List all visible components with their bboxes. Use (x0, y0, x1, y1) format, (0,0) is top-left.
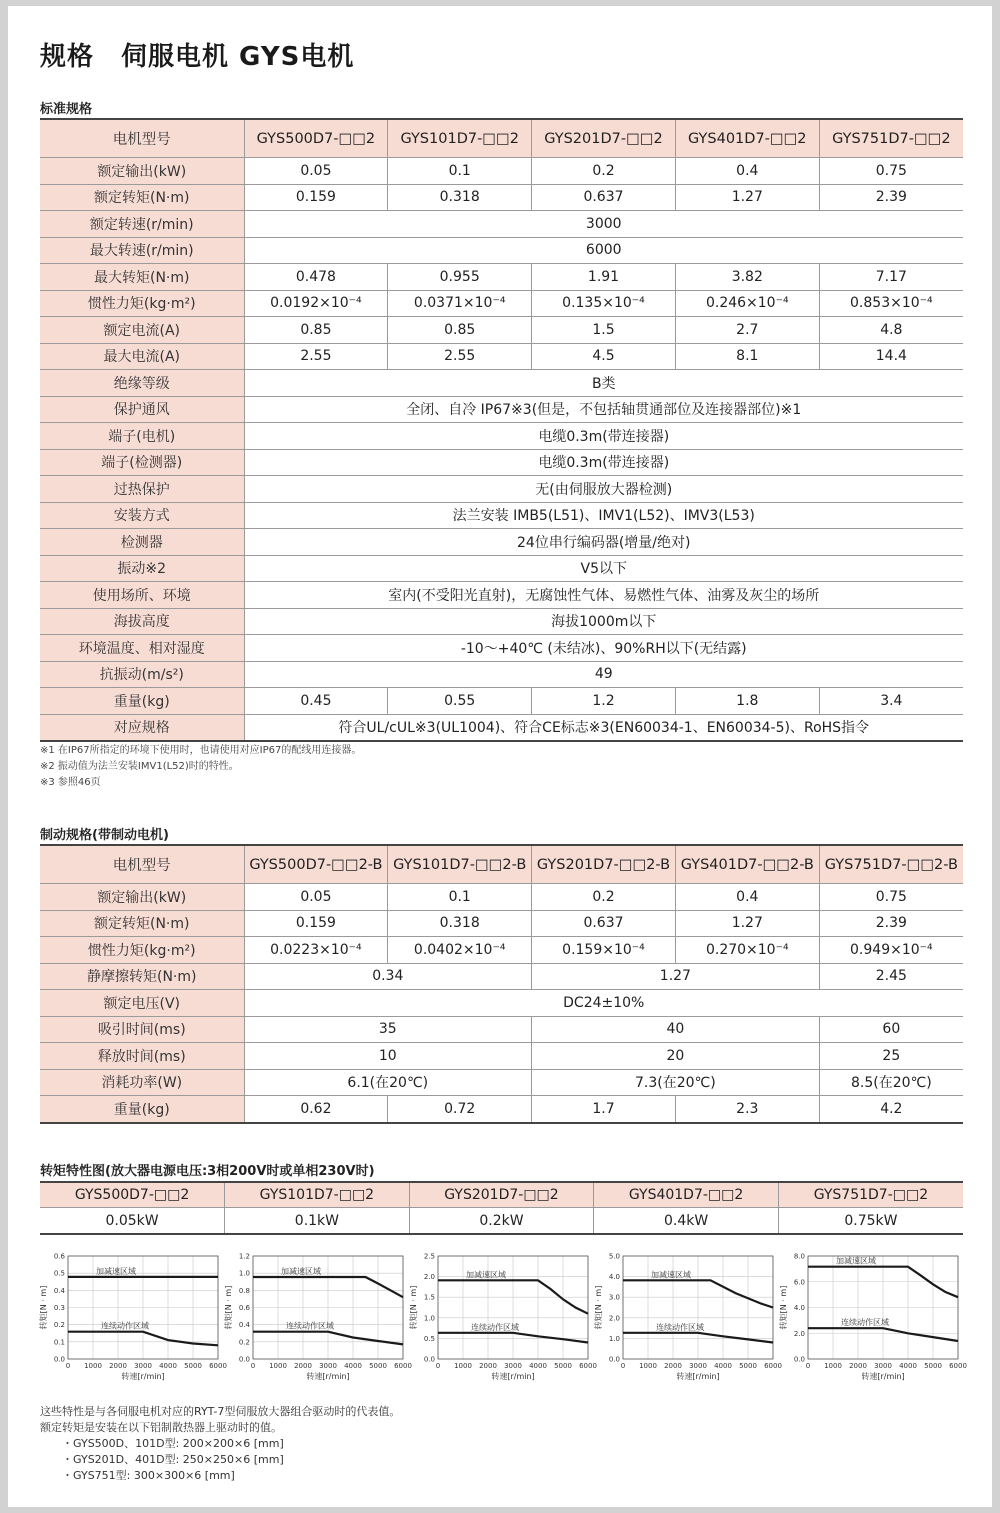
x-tick-label: 0 (620, 1362, 626, 1370)
x-axis-label: 转速[r/min] (676, 1372, 720, 1381)
model-header-cell: GYS401D7-□□2-B (675, 845, 819, 884)
row-label: 消耗功率(W) (40, 1069, 244, 1096)
y-tick-label: 4.0 (793, 1304, 805, 1312)
note: ※3 参照46页 (40, 777, 101, 788)
standard-row (40, 370, 963, 397)
torque-chart-svg (408, 1246, 597, 1386)
value-cell: 0.05 (244, 884, 388, 911)
value-cell: 电缆0.3m(带连接器) (244, 449, 963, 476)
x-tick-label: 2000 (109, 1362, 127, 1370)
y-tick-label: 0.2 (53, 1321, 65, 1330)
brake-row (40, 910, 963, 937)
value-cell: 0.34 (244, 963, 532, 990)
brake-row (40, 1016, 963, 1043)
y-tick-label: 2.0 (793, 1329, 805, 1338)
row-label: 抗振动(m/s²) (40, 661, 244, 688)
torque-output: 0.1kW (225, 1208, 410, 1235)
value-cell: 电缆0.3m(带连接器) (244, 423, 963, 450)
torque-section-title: 转矩特性图(放大器电源电压:3相200V时或单相230V时) (40, 1164, 375, 1179)
value-cell: 40 (532, 1016, 820, 1043)
page (8, 6, 992, 1507)
value-cell: 0.159 (244, 910, 388, 937)
value-cell: 2.3 (675, 1096, 819, 1123)
accel-region-label: 加减速区域 (96, 1266, 136, 1276)
value-cell: 0.637 (532, 184, 676, 211)
standard-row (40, 714, 963, 741)
row-label: 最大转矩(N·m) (40, 264, 244, 291)
value-cell: 0.637 (532, 910, 676, 937)
accel-region-label: 加减速区域 (651, 1270, 691, 1280)
standard-row (40, 264, 963, 291)
y-tick-label: 0.5 (423, 1334, 435, 1343)
y-tick-label: 3.0 (608, 1293, 620, 1302)
x-tick-label: 6000 (949, 1362, 967, 1370)
standard-notes (40, 743, 361, 791)
page-title: 规格 伺服电机 GYS电机 (40, 42, 355, 72)
row-label: 额定电流(A) (40, 317, 244, 344)
value-cell: DC24±10% (244, 990, 963, 1017)
standard-row (40, 688, 963, 715)
x-tick-label: 2000 (294, 1362, 312, 1370)
value-cell: 7.17 (819, 264, 963, 291)
y-tick-label: 0.0 (793, 1355, 805, 1364)
value-cell: 3.82 (675, 264, 819, 291)
brake-row (40, 990, 963, 1017)
value-cell: 0.0223×10⁻⁴ (244, 937, 388, 964)
value-cell: 2.55 (388, 343, 532, 370)
brake-row (40, 884, 963, 911)
standard-row (40, 211, 963, 238)
value-cell: 全闭、自冷 IP67※3(但是，不包括轴贯通部位及连接器部位)※1 (244, 396, 963, 423)
value-cell: 0.2 (532, 158, 676, 185)
value-cell: 海拔1000m以下 (244, 608, 963, 635)
value-cell: 60 (819, 1016, 963, 1043)
brake-row (40, 937, 963, 964)
row-label: 端子(检测器) (40, 449, 244, 476)
standard-row (40, 343, 963, 370)
x-axis-label: 转速[r/min] (861, 1372, 905, 1381)
torque-model: GYS751D7-□□2 (778, 1182, 963, 1208)
value-cell: 0.05 (244, 158, 388, 185)
x-tick-label: 4000 (344, 1362, 362, 1370)
row-label: 环境温度、相对湿度 (40, 635, 244, 662)
standard-row (40, 476, 963, 503)
row-label: 对应规格 (40, 714, 244, 741)
row-label: 额定输出(kW) (40, 158, 244, 185)
y-tick-label: 0.0 (53, 1355, 65, 1364)
x-axis-label: 转速[r/min] (121, 1372, 165, 1381)
row-label: 静摩擦转矩(N·m) (40, 963, 244, 990)
brake-row (40, 1096, 963, 1123)
continuous-region-label: 连续动作区域 (656, 1322, 704, 1332)
torque-chart-1 (38, 1246, 227, 1386)
value-cell: 1.2 (532, 688, 676, 715)
x-tick-label: 3000 (874, 1362, 892, 1370)
standard-row (40, 502, 963, 529)
x-tick-label: 0 (805, 1362, 811, 1370)
standard-row (40, 661, 963, 688)
y-tick-label: 0.4 (53, 1286, 65, 1295)
standard-row (40, 119, 963, 158)
y-axis-label: 转矩[N · m] (39, 1285, 48, 1330)
value-cell: 0.2 (532, 884, 676, 911)
row-label: 海拔高度 (40, 608, 244, 635)
continuous-region-label: 连续动作区域 (101, 1321, 149, 1331)
value-cell: 0.0402×10⁻⁴ (388, 937, 532, 964)
value-cell: 35 (244, 1016, 532, 1043)
y-tick-label: 0.6 (53, 1252, 65, 1261)
row-label: 保护通风 (40, 396, 244, 423)
standard-spec-table (40, 118, 963, 742)
brake-row (40, 1043, 963, 1070)
row-label: 额定转矩(N·m) (40, 910, 244, 937)
row-label: 使用场所、环境 (40, 582, 244, 609)
x-tick-label: 6000 (209, 1362, 227, 1370)
value-cell: B类 (244, 370, 963, 397)
value-cell: 20 (532, 1043, 820, 1070)
x-tick-label: 3000 (504, 1362, 522, 1370)
model-header-cell: GYS500D7-□□2 (244, 119, 388, 158)
row-label: 电机型号 (40, 845, 244, 884)
x-tick-label: 5000 (369, 1362, 387, 1370)
value-cell: -10～+40℃ (未结冰)、90%RH以下(无结露) (244, 635, 963, 662)
value-cell: 0.1 (388, 884, 532, 911)
y-tick-label: 1.2 (238, 1252, 250, 1261)
torque-chart-3 (408, 1246, 597, 1386)
x-tick-label: 0 (435, 1362, 441, 1370)
brake-row (40, 1069, 963, 1096)
row-label: 过热保护 (40, 476, 244, 503)
x-tick-label: 0 (65, 1362, 71, 1370)
value-cell: 1.7 (532, 1096, 676, 1123)
y-tick-label: 2.0 (423, 1273, 435, 1282)
value-cell: 2.55 (244, 343, 388, 370)
x-tick-label: 3000 (689, 1362, 707, 1370)
row-label: 电机型号 (40, 119, 244, 158)
row-label: 额定输出(kW) (40, 884, 244, 911)
y-axis-label: 转矩[N · m] (224, 1285, 233, 1330)
value-cell: V5以下 (244, 555, 963, 582)
torque-output: 0.05kW (40, 1208, 225, 1235)
value-cell: 7.3(在20℃) (532, 1069, 820, 1096)
torque-model: GYS401D7-□□2 (594, 1182, 779, 1208)
x-tick-label: 1000 (454, 1362, 472, 1370)
x-tick-label: 4000 (529, 1362, 547, 1370)
standard-row (40, 317, 963, 344)
torque-chart-svg (223, 1246, 412, 1386)
model-header-cell: GYS101D7-□□2 (388, 119, 532, 158)
value-cell: 1.27 (675, 910, 819, 937)
y-tick-label: 0.5 (53, 1269, 65, 1278)
continuous-region-label: 连续动作区域 (286, 1321, 334, 1331)
value-cell: 1.27 (675, 184, 819, 211)
x-tick-label: 4000 (899, 1362, 917, 1370)
continuous-region-label: 连续动作区域 (841, 1318, 889, 1328)
value-cell: 14.4 (819, 343, 963, 370)
y-tick-label: 2.5 (423, 1252, 435, 1261)
row-label: 最大电流(A) (40, 343, 244, 370)
value-cell: 3.4 (819, 688, 963, 715)
standard-row (40, 582, 963, 609)
y-tick-label: 1.0 (423, 1314, 435, 1323)
value-cell: 0.75 (819, 884, 963, 911)
note: ※1 在IP67所指定的环境下使用时，也请使用对应IP67的配线用连接器。 (40, 745, 362, 756)
row-label: 释放时间(ms) (40, 1043, 244, 1070)
value-cell: 符合UL/cUL※3(UL1004)、符合CE标志※3(EN60034-1、EN60034-5)、RoHS指令 (244, 714, 963, 741)
value-cell: 0.45 (244, 688, 388, 715)
standard-row (40, 290, 963, 317)
brake-row (40, 963, 963, 990)
standard-section-title: 标准规格 (40, 102, 93, 117)
x-axis-label: 转速[r/min] (491, 1372, 535, 1381)
x-tick-label: 1000 (269, 1362, 287, 1370)
value-cell: 0.72 (388, 1096, 532, 1123)
x-tick-label: 6000 (394, 1362, 412, 1370)
note: ※2 振动值为法兰安装IMV1(L52)时的特性。 (40, 761, 239, 772)
value-cell: 0.478 (244, 264, 388, 291)
x-tick-label: 2000 (479, 1362, 497, 1370)
accel-region-label: 加减速区域 (836, 1256, 876, 1266)
model-header-cell: GYS101D7-□□2-B (388, 845, 532, 884)
brake-section-title: 制动规格(带制动电机) (40, 828, 169, 843)
value-cell: 0.318 (388, 184, 532, 211)
row-label: 吸引时间(ms) (40, 1016, 244, 1043)
value-cell: 0.0192×10⁻⁴ (244, 290, 388, 317)
y-tick-label: 0.8 (238, 1286, 250, 1295)
y-tick-label: 1.0 (608, 1334, 620, 1343)
value-cell: 0.318 (388, 910, 532, 937)
y-tick-label: 0.2 (238, 1338, 250, 1347)
x-tick-label: 1000 (824, 1362, 842, 1370)
torque-chart-5 (778, 1246, 967, 1386)
row-label: 额定转矩(N·m) (40, 184, 244, 211)
x-tick-label: 3000 (319, 1362, 337, 1370)
standard-row (40, 158, 963, 185)
y-tick-label: 0.0 (238, 1355, 250, 1364)
y-tick-label: 0.6 (238, 1304, 250, 1312)
x-tick-label: 1000 (84, 1362, 102, 1370)
value-cell: 4.5 (532, 343, 676, 370)
row-label: 绝缘等级 (40, 370, 244, 397)
y-tick-label: 0.1 (53, 1338, 65, 1347)
value-cell: 25 (819, 1043, 963, 1070)
row-label: 惯性力矩(kg·m²) (40, 937, 244, 964)
x-tick-label: 4000 (159, 1362, 177, 1370)
y-tick-label: 0.3 (53, 1304, 65, 1312)
standard-row (40, 529, 963, 556)
y-axis-label: 转矩[N · m] (779, 1285, 788, 1330)
torque-output: 0.4kW (594, 1208, 779, 1235)
x-tick-label: 4000 (714, 1362, 732, 1370)
value-cell: 0.4 (675, 158, 819, 185)
value-cell: 0.1 (388, 158, 532, 185)
value-cell: 0.62 (244, 1096, 388, 1123)
value-cell: 0.75 (819, 158, 963, 185)
row-label: 重量(kg) (40, 1096, 244, 1123)
value-cell: 6.1(在20℃) (244, 1069, 532, 1096)
footnote: 这些特性是与各伺服电机对应的RYT-7型伺服放大器组合驱动时的代表值。 (40, 1405, 401, 1418)
row-label: 重量(kg) (40, 688, 244, 715)
standard-row (40, 449, 963, 476)
model-header-cell: GYS201D7-□□2 (532, 119, 676, 158)
value-cell: 1.8 (675, 688, 819, 715)
x-tick-label: 5000 (924, 1362, 942, 1370)
value-cell: 1.27 (532, 963, 820, 990)
standard-row (40, 396, 963, 423)
x-tick-label: 2000 (664, 1362, 682, 1370)
x-tick-label: 6000 (579, 1362, 597, 1370)
value-cell: 0.159 (244, 184, 388, 211)
row-label: 安装方式 (40, 502, 244, 529)
brake-spec-table (40, 844, 963, 1124)
standard-row (40, 555, 963, 582)
torque-chart-svg (778, 1246, 967, 1386)
x-tick-label: 3000 (134, 1362, 152, 1370)
x-tick-label: 0 (250, 1362, 256, 1370)
x-tick-label: 1000 (639, 1362, 657, 1370)
value-cell: 0.159×10⁻⁴ (532, 937, 676, 964)
model-header-cell: GYS401D7-□□2 (675, 119, 819, 158)
value-cell: 0.135×10⁻⁴ (532, 290, 676, 317)
y-tick-label: 4.0 (608, 1273, 620, 1282)
standard-row (40, 608, 963, 635)
value-cell: 1.5 (532, 317, 676, 344)
value-cell: 0.853×10⁻⁴ (819, 290, 963, 317)
value-cell: 0.955 (388, 264, 532, 291)
value-cell: 法兰安装 IMB5(L51)、IMV1(L52)、IMV3(L53) (244, 502, 963, 529)
value-cell: 1.91 (532, 264, 676, 291)
value-cell: 49 (244, 661, 963, 688)
value-cell: 0.246×10⁻⁴ (675, 290, 819, 317)
accel-region-label: 加减速区域 (466, 1270, 506, 1280)
y-tick-label: 2.0 (608, 1314, 620, 1323)
torque-output: 0.2kW (409, 1208, 594, 1235)
x-tick-label: 5000 (554, 1362, 572, 1370)
torque-model: GYS101D7-□□2 (225, 1182, 410, 1208)
footnote: ・GYS201D、401D型: 250×250×6 [mm] (62, 1453, 284, 1466)
x-tick-label: 6000 (764, 1362, 782, 1370)
x-tick-label: 5000 (184, 1362, 202, 1370)
y-tick-label: 0.0 (608, 1355, 620, 1364)
y-tick-label: 1.5 (423, 1293, 435, 1302)
y-axis-label: 转矩[N · m] (409, 1285, 418, 1330)
value-cell: 8.5(在20℃) (819, 1069, 963, 1096)
footnote: 额定转矩是安装在以下铝制散热器上驱动时的值。 (40, 1421, 282, 1434)
value-cell: 2.39 (819, 184, 963, 211)
value-cell: 无(由伺服放大器检测) (244, 476, 963, 503)
value-cell: 0.4 (675, 884, 819, 911)
torque-model: GYS500D7-□□2 (40, 1182, 225, 1208)
torque-chart-svg (38, 1246, 227, 1386)
torque-chart-4 (593, 1246, 782, 1386)
model-header-cell: GYS500D7-□□2-B (244, 845, 388, 884)
y-tick-label: 5.0 (608, 1252, 620, 1261)
y-tick-label: 6.0 (793, 1278, 805, 1287)
footnote: ・GYS500D、101D型: 200×200×6 [mm] (62, 1437, 284, 1450)
value-cell: 24位串行编码器(增量/绝对) (244, 529, 963, 556)
x-tick-label: 2000 (849, 1362, 867, 1370)
value-cell: 0.949×10⁻⁴ (819, 937, 963, 964)
torque-model: GYS201D7-□□2 (409, 1182, 594, 1208)
standard-row (40, 184, 963, 211)
value-cell: 4.8 (819, 317, 963, 344)
y-tick-label: 8.0 (793, 1252, 805, 1261)
value-cell: 4.2 (819, 1096, 963, 1123)
value-cell: 0.0371×10⁻⁴ (388, 290, 532, 317)
torque-output: 0.75kW (778, 1208, 963, 1235)
row-label: 最大转速(r/min) (40, 237, 244, 264)
x-axis-label: 转速[r/min] (306, 1372, 350, 1381)
y-tick-label: 0.0 (423, 1355, 435, 1364)
continuous-region-label: 连续动作区域 (471, 1322, 519, 1332)
model-header-cell: GYS201D7-□□2-B (532, 845, 676, 884)
accel-region-label: 加减速区域 (281, 1267, 321, 1277)
value-cell: 0.55 (388, 688, 532, 715)
footnote: ・GYS751型: 300×300×6 [mm] (62, 1469, 235, 1482)
torque-chart-2 (223, 1246, 412, 1386)
standard-row (40, 237, 963, 264)
value-cell: 2.7 (675, 317, 819, 344)
standard-row (40, 423, 963, 450)
footnotes (40, 1404, 400, 1484)
value-cell: 0.85 (388, 317, 532, 344)
value-cell: 10 (244, 1043, 532, 1070)
x-tick-label: 5000 (739, 1362, 757, 1370)
value-cell: 0.270×10⁻⁴ (675, 937, 819, 964)
row-label: 检测器 (40, 529, 244, 556)
value-cell: 0.85 (244, 317, 388, 344)
row-label: 惯性力矩(kg·m²) (40, 290, 244, 317)
value-cell: 室内(不受阳光直射)，无腐蚀性气体、易燃性气体、油雾及灰尘的场所 (244, 582, 963, 609)
y-tick-label: 1.0 (238, 1269, 250, 1278)
row-label: 振动※2 (40, 555, 244, 582)
brake-row (40, 845, 963, 884)
row-label: 额定电压(V) (40, 990, 244, 1017)
y-tick-label: 0.4 (238, 1321, 250, 1330)
value-cell: 6000 (244, 237, 963, 264)
value-cell: 2.45 (819, 963, 963, 990)
value-cell: 3000 (244, 211, 963, 238)
value-cell: 8.1 (675, 343, 819, 370)
row-label: 端子(电机) (40, 423, 244, 450)
standard-row (40, 635, 963, 662)
row-label: 额定转速(r/min) (40, 211, 244, 238)
model-header-cell: GYS751D7-□□2-B (819, 845, 963, 884)
value-cell: 2.39 (819, 910, 963, 937)
y-axis-label: 转矩[N · m] (594, 1285, 603, 1330)
torque-model-table (40, 1181, 963, 1235)
model-header-cell: GYS751D7-□□2 (819, 119, 963, 158)
torque-chart-svg (593, 1246, 782, 1386)
